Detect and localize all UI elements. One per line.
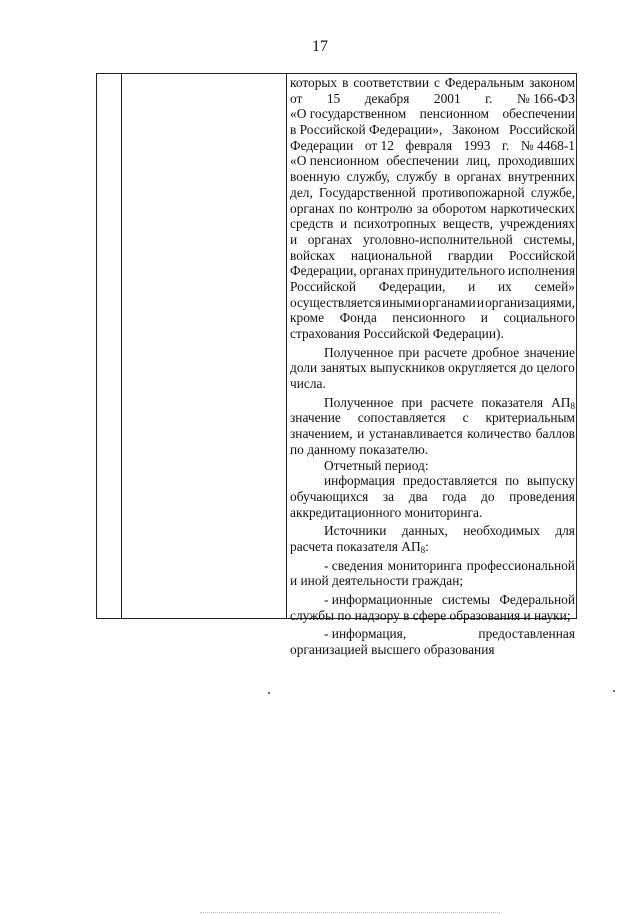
text-line bbox=[290, 201, 575, 217]
text-word: два bbox=[408, 488, 428, 504]
text-line bbox=[290, 122, 575, 138]
text-word: - информационные bbox=[324, 592, 433, 607]
text-line bbox=[290, 248, 575, 264]
text-word: баллов bbox=[535, 426, 575, 442]
text-line: числа. bbox=[290, 376, 326, 392]
text-line bbox=[290, 426, 575, 442]
text-word: лиц, bbox=[466, 153, 491, 169]
text-word: от bbox=[290, 90, 303, 106]
text-word: от 12 bbox=[364, 137, 394, 153]
text-line bbox=[290, 263, 575, 279]
text-line bbox=[290, 558, 575, 574]
text-word: Российской bbox=[509, 122, 575, 138]
text-word: информация bbox=[324, 473, 396, 489]
text-line bbox=[290, 138, 575, 154]
text-word: Фонда bbox=[339, 310, 377, 326]
text-word: органах bbox=[307, 231, 353, 247]
text-word: года bbox=[442, 488, 467, 504]
text-line bbox=[290, 153, 575, 169]
text-line: по данному показателю. bbox=[290, 441, 429, 457]
text-word: данных, bbox=[401, 523, 448, 539]
text-word: законом bbox=[529, 75, 575, 90]
text-word: психотропных bbox=[353, 216, 437, 232]
text-line: аккредитационного мониторинга. bbox=[290, 504, 483, 520]
text-word: веществ, bbox=[442, 216, 494, 232]
text-word: при bbox=[401, 394, 423, 410]
text-word: службе, bbox=[530, 184, 575, 200]
text-word: Российской bbox=[509, 247, 575, 263]
text-word: Полученное bbox=[324, 394, 394, 410]
text-line: страхования Российской Федерации). bbox=[290, 326, 504, 341]
text-line bbox=[290, 345, 575, 361]
text-word: пенсионном bbox=[419, 106, 489, 122]
text-word: обеспечении bbox=[386, 153, 459, 169]
text-line: службы по надзору в сфере образования и науки; bbox=[290, 607, 571, 623]
text-line bbox=[290, 279, 575, 295]
text-word: контролю bbox=[356, 200, 413, 216]
text-word: 15 bbox=[326, 90, 341, 106]
text-line bbox=[290, 295, 575, 311]
text-word: органах bbox=[290, 200, 335, 216]
text-word: Законом bbox=[452, 122, 500, 138]
text-word: в bbox=[342, 75, 349, 90]
text-word: Федеральным bbox=[444, 75, 525, 90]
text-word: национальной bbox=[350, 247, 433, 263]
text-word: которых bbox=[290, 75, 338, 90]
text-word: дробное bbox=[472, 344, 520, 360]
text-line bbox=[290, 185, 575, 201]
text-word: расчете bbox=[430, 394, 474, 410]
text-word: и bbox=[468, 278, 476, 294]
text-word: февраля bbox=[405, 137, 453, 153]
text-word: их bbox=[498, 278, 512, 294]
text-line bbox=[290, 626, 575, 642]
scan-edge bbox=[200, 912, 500, 913]
text-word: исполнения bbox=[507, 263, 575, 279]
text-word: за bbox=[382, 488, 395, 504]
text-word: г. bbox=[485, 90, 493, 106]
text-word: иными bbox=[382, 294, 422, 310]
text-word: принудительного bbox=[406, 263, 506, 279]
scan-speck bbox=[613, 690, 615, 692]
text-line bbox=[290, 75, 575, 91]
text-word: «О пенсионном bbox=[290, 153, 380, 169]
text-word: значение bbox=[524, 344, 575, 360]
text-word: до bbox=[481, 488, 495, 504]
text-word: дел, bbox=[290, 184, 313, 200]
text-word: 1993 bbox=[463, 137, 491, 153]
text-word: Российской bbox=[290, 278, 356, 294]
text-word: организациями, bbox=[485, 294, 575, 310]
text-word: соответствии bbox=[353, 75, 430, 90]
text-cell bbox=[290, 75, 575, 658]
text-word: профессиональной bbox=[466, 557, 575, 573]
text-word: социального bbox=[503, 310, 575, 326]
text-word: системы bbox=[441, 592, 491, 607]
text-word: Государственной bbox=[318, 184, 416, 200]
text-line bbox=[290, 91, 575, 107]
text-word: «О государственном bbox=[290, 106, 407, 122]
text-line bbox=[290, 489, 575, 505]
text-word: военную bbox=[290, 169, 341, 185]
text-line bbox=[290, 523, 575, 539]
column-divider bbox=[121, 74, 122, 618]
text-word: мониторинга bbox=[387, 557, 463, 573]
text-word: с bbox=[462, 410, 469, 426]
text-word: по bbox=[505, 473, 519, 489]
text-word: средств bbox=[290, 216, 334, 232]
text-word: показателя bbox=[481, 394, 544, 410]
text-word: органах bbox=[456, 169, 502, 185]
text-word: кроме bbox=[290, 310, 325, 326]
text-word: внутренних bbox=[507, 169, 575, 185]
text-word: противопожарной bbox=[421, 184, 525, 200]
text-word: Федерации, bbox=[290, 263, 357, 279]
text-line bbox=[290, 232, 575, 248]
text-line bbox=[290, 310, 575, 326]
text-word: и bbox=[339, 216, 348, 232]
text-word: сопоставляется bbox=[357, 410, 446, 426]
text-word: предоставляется bbox=[402, 473, 498, 489]
text-word: количество bbox=[467, 426, 532, 442]
text-word: пенсионного bbox=[392, 310, 466, 326]
text-word: - информация, bbox=[324, 626, 407, 642]
text-word: гвардии bbox=[447, 247, 494, 263]
subscript: 8 bbox=[420, 544, 426, 555]
text-word: органами bbox=[422, 294, 476, 310]
text-word: № 4468-1 bbox=[520, 137, 575, 153]
text-word: наркотических bbox=[490, 200, 575, 216]
text-word: проведения bbox=[509, 488, 575, 504]
text-word: Федерации bbox=[290, 137, 354, 153]
text-word: и bbox=[290, 231, 298, 247]
text-word: $АП_8$ bbox=[551, 394, 575, 411]
text-word: при bbox=[398, 344, 420, 360]
text-word: войсках bbox=[290, 247, 335, 263]
text-word: обучающихся bbox=[290, 488, 369, 504]
text-word: расчете bbox=[424, 344, 468, 360]
text-line bbox=[290, 106, 575, 122]
page-number: 17 bbox=[312, 38, 328, 55]
text-word: 2001 bbox=[433, 90, 461, 106]
text-word: № 166-ФЗ bbox=[516, 90, 575, 106]
text-word: критериальным bbox=[485, 410, 575, 426]
text-word: в bbox=[443, 169, 451, 185]
text-word: устанавливается bbox=[368, 426, 463, 442]
text-word: Источники bbox=[324, 523, 387, 539]
text-word: и bbox=[357, 426, 365, 442]
text-word: Полученное bbox=[324, 344, 394, 360]
text-word: семей» bbox=[534, 278, 575, 294]
text-line bbox=[290, 169, 575, 185]
text-word: Федерации, bbox=[378, 278, 446, 294]
text-word: по bbox=[338, 200, 353, 216]
text-word: уголовно-исполнительной bbox=[362, 231, 513, 247]
text-word: системы, bbox=[523, 231, 575, 247]
text-word: учреждениях bbox=[499, 216, 575, 232]
text-line bbox=[290, 395, 575, 411]
text-word: г. bbox=[502, 137, 510, 153]
text-word: и bbox=[480, 310, 488, 326]
text-word: для bbox=[555, 523, 575, 539]
text-word: службу, bbox=[346, 169, 390, 185]
text-word: необходимых bbox=[463, 523, 540, 539]
text-word: - сведения bbox=[324, 557, 384, 573]
text-word: оборотом bbox=[432, 200, 487, 216]
text-word: с bbox=[433, 75, 440, 90]
text-line: доли занятых выпускников округляется до целого bbox=[290, 360, 575, 376]
text-word: декабря bbox=[364, 90, 410, 106]
text-word: проходивших bbox=[497, 153, 575, 169]
text-word: за bbox=[416, 200, 429, 216]
text-word: органах bbox=[359, 263, 405, 279]
document-table bbox=[96, 73, 577, 658]
text-word: значением, bbox=[290, 426, 353, 442]
text-line bbox=[290, 539, 575, 555]
text-word: в Российской Федерации», bbox=[290, 122, 443, 138]
text-line bbox=[290, 592, 575, 608]
text-line: Отчетный период: bbox=[324, 457, 429, 473]
text-line: организацией высшего образования bbox=[290, 642, 495, 658]
text-line: и иной деятельности граждан; bbox=[290, 573, 464, 589]
text-line bbox=[290, 410, 575, 426]
subscript: 8 bbox=[570, 400, 575, 411]
text-word: значение bbox=[290, 410, 341, 426]
text-word: и bbox=[476, 294, 484, 310]
text-word: обеспечении bbox=[502, 106, 575, 122]
text-fragment: : bbox=[425, 538, 429, 554]
text-word: службу bbox=[396, 169, 438, 185]
text-line bbox=[290, 473, 575, 489]
text-line bbox=[290, 216, 575, 232]
text-word: осуществляется bbox=[290, 294, 381, 310]
text-word: Федеральной bbox=[499, 592, 575, 607]
text-word: выпуску bbox=[526, 473, 575, 489]
column-divider bbox=[286, 74, 287, 618]
text-word: предоставленная bbox=[478, 626, 575, 642]
text-fragment: расчета показателя АП bbox=[290, 538, 421, 554]
scan-speck bbox=[268, 692, 270, 694]
